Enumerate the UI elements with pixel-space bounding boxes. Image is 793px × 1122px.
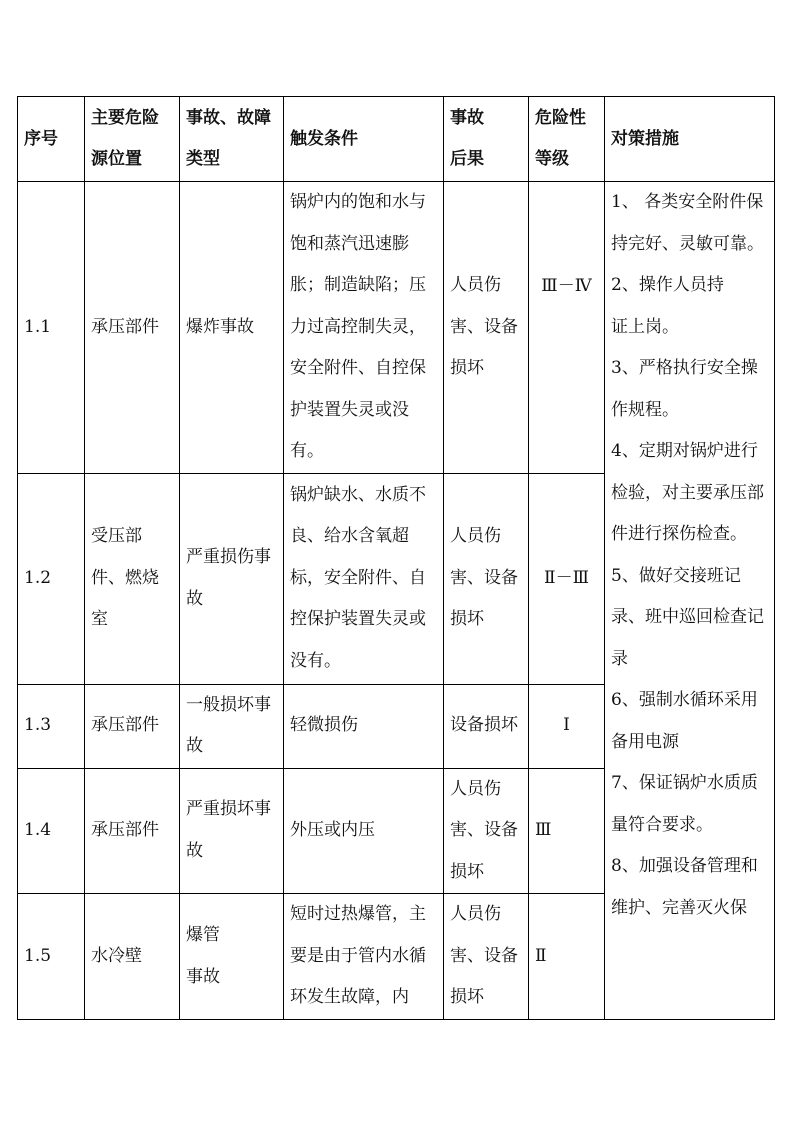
header-consequence: 事故 后果 [444, 97, 529, 182]
cell-type: 爆炸事故 [180, 182, 284, 474]
measures-text: 1、 各类安全附件保持完好、灵敏可靠。 2、操作人员持 证上岗。 3、严格执行安全操作规程。 4、定期对锅炉进行检验，对主要承压部件进行探伤检查。 5、做好交接班记录、班中巡回检查记录 6、强制水循环采用备用电源 7、保证锅炉水质质量符合要求。 8、加强设备管理和维护、完善灭火保 [611, 192, 764, 918]
hazard-table [17, 96, 775, 1020]
header-level: 危险性 等级 [529, 97, 605, 182]
cell-type: 一般损坏事故 [180, 684, 284, 768]
header-type: 事故、故障 类型 [180, 97, 284, 182]
cell-location: 受压部件、燃烧室 [85, 473, 180, 684]
cell-type: 爆管 事故 [180, 894, 284, 1020]
table-row [18, 182, 775, 474]
cell-trigger: 锅炉缺水、水质不良、给水含氧超标，安全附件、自控保护装置失灵或没有。 [284, 473, 444, 684]
header-no: 序号 [18, 97, 85, 182]
cell-trigger: 轻微损伤 [284, 684, 444, 768]
cell-level: Ⅲ－Ⅳ [529, 182, 605, 474]
cell-consequence: 设备损坏 [444, 684, 529, 768]
cell-no: 1.4 [18, 768, 85, 894]
cell-consequence: 人员伤害、设备损坏 [444, 182, 529, 474]
cell-no: 1.1 [18, 182, 85, 474]
cell-type: 严重损坏事故 [180, 768, 284, 894]
cell-level: Ⅱ [529, 894, 605, 1020]
header-measures: 对策措施 [605, 97, 775, 182]
header-location: 主要危险 源位置 [85, 97, 180, 182]
cell-consequence: 人员伤害、设备损坏 [444, 768, 529, 894]
cell-level: Ⅲ [529, 768, 605, 894]
cell-no: 1.5 [18, 894, 85, 1020]
cell-level: Ⅰ [529, 684, 605, 768]
cell-trigger [284, 894, 444, 1020]
cell-trigger: 外压或内压 [284, 768, 444, 894]
cell-no: 1.2 [18, 473, 85, 684]
cell-no: 1.3 [18, 684, 85, 768]
cell-measures [605, 182, 775, 1020]
cell-type: 严重损伤事故 [180, 473, 284, 684]
cell-trigger: 锅炉内的饱和水与饱和蒸汽迅速膨胀；制造缺陷；压力过高控制失灵，安全附件、自控保护装置失灵或没有。 [284, 182, 444, 474]
cell-consequence: 人员伤害、设备损坏 [444, 894, 529, 1020]
cell-location: 承压部件 [85, 768, 180, 894]
cell-level: Ⅱ－Ⅲ [529, 473, 605, 684]
cell-consequence: 人员伤害、设备损坏 [444, 473, 529, 684]
cell-location: 水冷壁 [85, 894, 180, 1020]
cell-location: 承压部件 [85, 684, 180, 768]
cell-trigger-text: 短时过热爆管，主要是由于管内水循环发生故障，内 [290, 904, 426, 1007]
table-header-row [18, 97, 775, 182]
header-trigger: 触发条件 [284, 97, 444, 182]
cell-location: 承压部件 [85, 182, 180, 474]
